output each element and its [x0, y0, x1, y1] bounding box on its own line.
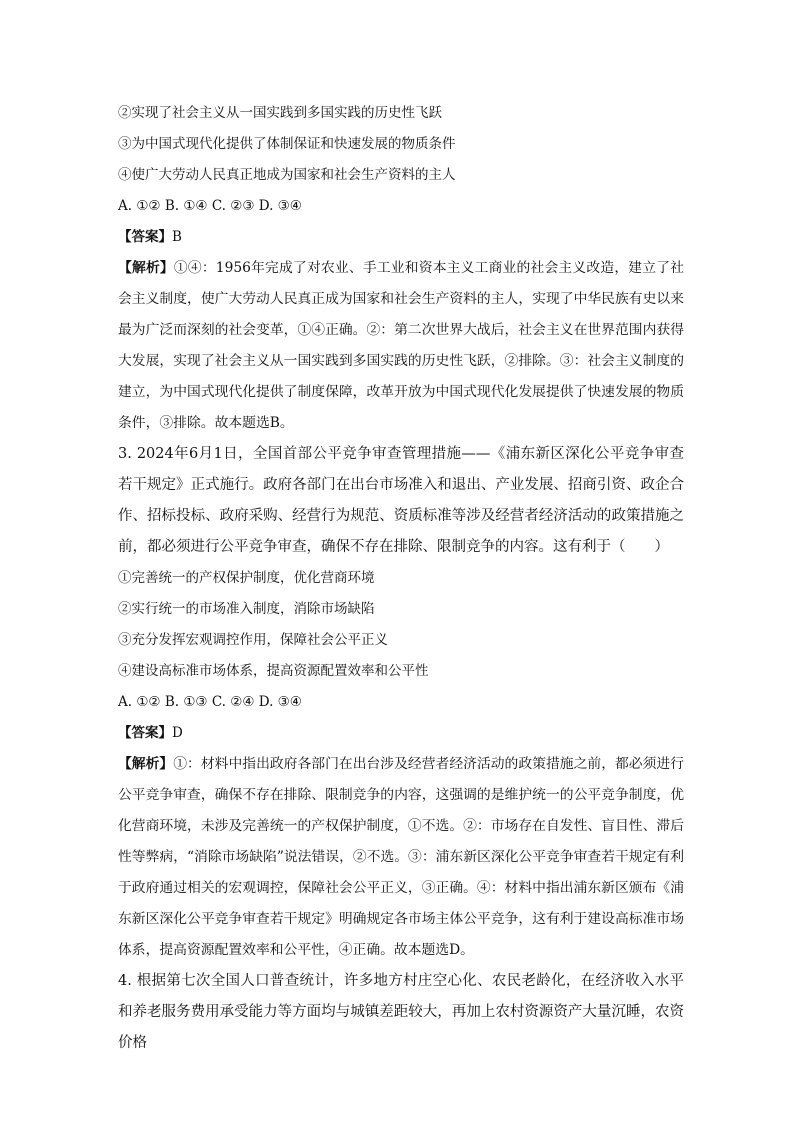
q3-answer: [118, 718, 684, 749]
analysis-text: ①：材料中指出政府各部门在出台涉及经营者经济活动的政策措施之前，都必须进行公平竞争审查，确保不存在排除、限制竞争的内容，这强调的是维护统一的公平竞争制度，优化营商环境，未涉及完善统一的产权保护制度，①不选。②：市场存在自发性、盲目性、滞后性等弊病，“消除市场缺陷”说法错误，②不选。③：浦东新区深化公平竞争审查若干规定有利于政府通过相关的宏观调控，保障社会公平正义，③正确。④：材料中指出浦东新区颁布《浦东新区深化公平竞争审查若干规定》明确规定各市场主体公平竞争，这有利于建设高标准市场体系，提高资源配置效率和公平性，④正确。故本题选D。: [118, 756, 685, 958]
analysis-text: ①④：1956年完成了对农业、手工业和资本主义工商业的社会主义改造，建立了社会主义制度，使广大劳动人民真正成为国家和社会生产资料的主人，实现了中华民族有史以来最为广泛而深刻的社会变革，①④正确。②：第二次世界大战后，社会主义在世界范围内获得大发展，实现了社会主义从一国实践到多国实践的历史性飞跃，②排除。③：社会主义制度的建立，为中国式现代化提供了制度保障，改革开放为中国式现代化发展提供了快速发展的物质条件，③排除。故本题选B。: [118, 260, 684, 431]
answer-value: B: [172, 229, 182, 245]
q3-choices: A. ①② B. ①③ C. ②④ D. ③④: [118, 694, 302, 710]
q3-option-1: ①完善统一的产权保护制度，优化营商环境: [118, 570, 375, 586]
analysis-label: 【解析】: [118, 260, 174, 276]
q3-option-4: ④建设高标准市场体系，提高资源配置效率和公平性: [118, 663, 429, 679]
answer-label: 【答案】: [118, 725, 172, 741]
q4-stem: 4. 根据第七次全国人口普查统计，许多地方村庄空心化、农民老龄化，在经济收入水平和养老服务费用承受能力等方面均与城镇差距较大，再加上农村资源资产大量沉睡，农资价格: [118, 973, 684, 1051]
q2-answer: [118, 222, 684, 253]
q2-analysis: [118, 253, 684, 439]
q2-choices: A. ①② B. ①④ C. ②③ D. ③④: [118, 198, 302, 214]
answer-value: D: [172, 725, 183, 741]
q2-option-2: ②实现了社会主义从一国实践到多国实践的历史性飞跃: [118, 105, 442, 121]
q3-stem: 3. 2024年6月1日，全国首部公平竞争审查管理措施——《浦东新区深化公平竞争审查若干规定》正式施行。政府各部门在出台市场准入和退出、产业发展、招商引资、政企合作、招标投标、政府采购、经营行为规范、资质标准等涉及经营者经济活动的政策措施之前，都必须进行公平竞争审查，确保不存在排除、限制竞争的内容。这有利于（ ）: [118, 446, 684, 555]
q3-analysis: [118, 749, 684, 966]
q2-option-4: ④使广大劳动人民真正地成为国家和社会生产资料的主人: [118, 167, 456, 183]
analysis-label: 【解析】: [118, 756, 174, 772]
q3-option-3: ③充分发挥宏观调控作用，保障社会公平正义: [118, 632, 388, 648]
q3-option-2: ②实行统一的市场准入制度，消除市场缺陷: [118, 601, 375, 617]
q2-option-3: ③为中国式现代化提供了体制保证和快速发展的物质条件: [118, 136, 456, 152]
document-page: [118, 98, 684, 1059]
answer-label: 【答案】: [118, 229, 172, 245]
